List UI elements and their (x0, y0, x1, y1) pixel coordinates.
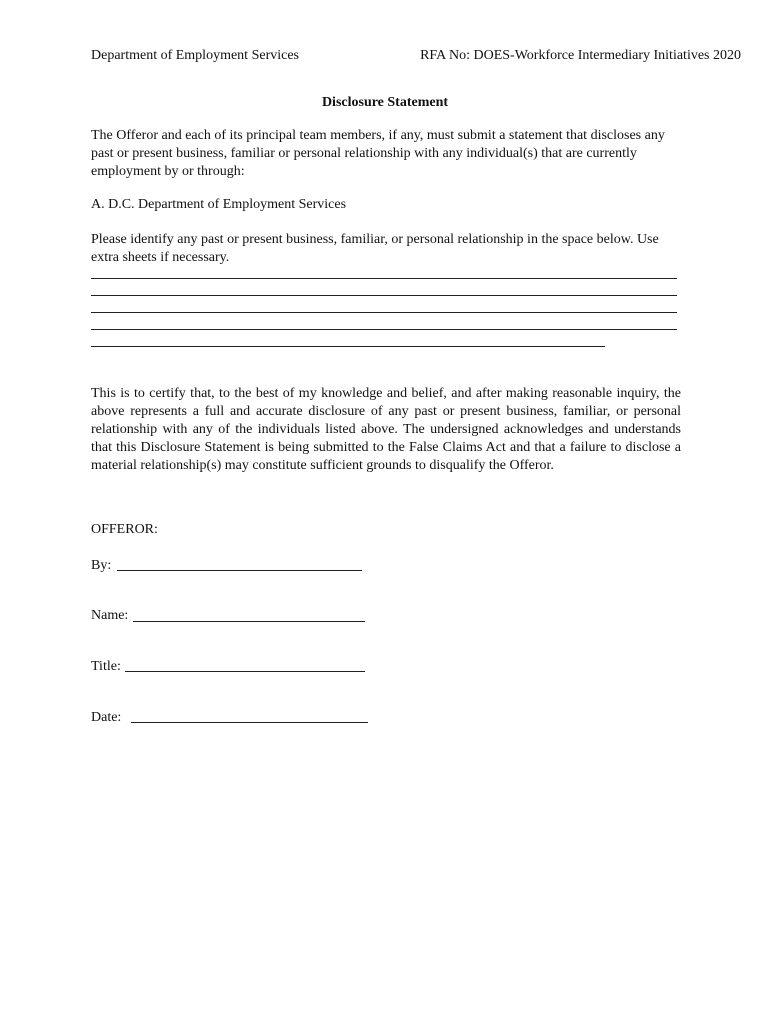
date-line[interactable] (131, 722, 368, 723)
title-line[interactable] (125, 671, 365, 672)
header-department: Department of Employment Services (91, 48, 299, 63)
disclosure-line-5[interactable] (91, 346, 605, 347)
agency-item: A. D.C. Department of Employment Services (91, 197, 347, 212)
intro-paragraph: The Offeror and each of its principal team members, if any, must submit a statement that discloses any past or present business, familiar or personal relationship with any individual(s) that are currently employment by or through: (91, 128, 665, 179)
disclosure-line-4[interactable] (91, 329, 677, 330)
header-rfa-number: RFA No: DOES-Workforce Intermediary Initiatives 2020 (420, 48, 741, 63)
certification-paragraph: This is to certify that, to the best of my knowledge and belief, and after making reasonable inquiry, the above represents a full and accurate disclosure of any past or present business, familiar, or personal relationship with any of the individuals listed above. The undersigned acknowledges and understands that this Disclosure Statement is being submitted to the False Claims Act and that a failure to disclose a material relationship(s) may constitute sufficient grounds to disqualify the Offeror. (91, 386, 681, 473)
by-label: By: (91, 558, 112, 573)
disclosure-line-2[interactable] (91, 295, 677, 296)
by-signature-line[interactable] (117, 570, 362, 571)
disclosure-line-1[interactable] (91, 278, 677, 279)
disclosure-line-3[interactable] (91, 312, 677, 313)
name-label: Name: (91, 608, 129, 623)
name-line[interactable] (133, 621, 365, 622)
title-label: Title: (91, 659, 121, 674)
offeror-label: OFFEROR: (91, 522, 158, 537)
instruction-paragraph: Please identify any past or present business, familiar, or personal relationship in the space below. Use extra sheets if necessary. (91, 232, 659, 265)
document-title: Disclosure Statement (321, 95, 449, 110)
date-label: Date: (91, 710, 122, 725)
